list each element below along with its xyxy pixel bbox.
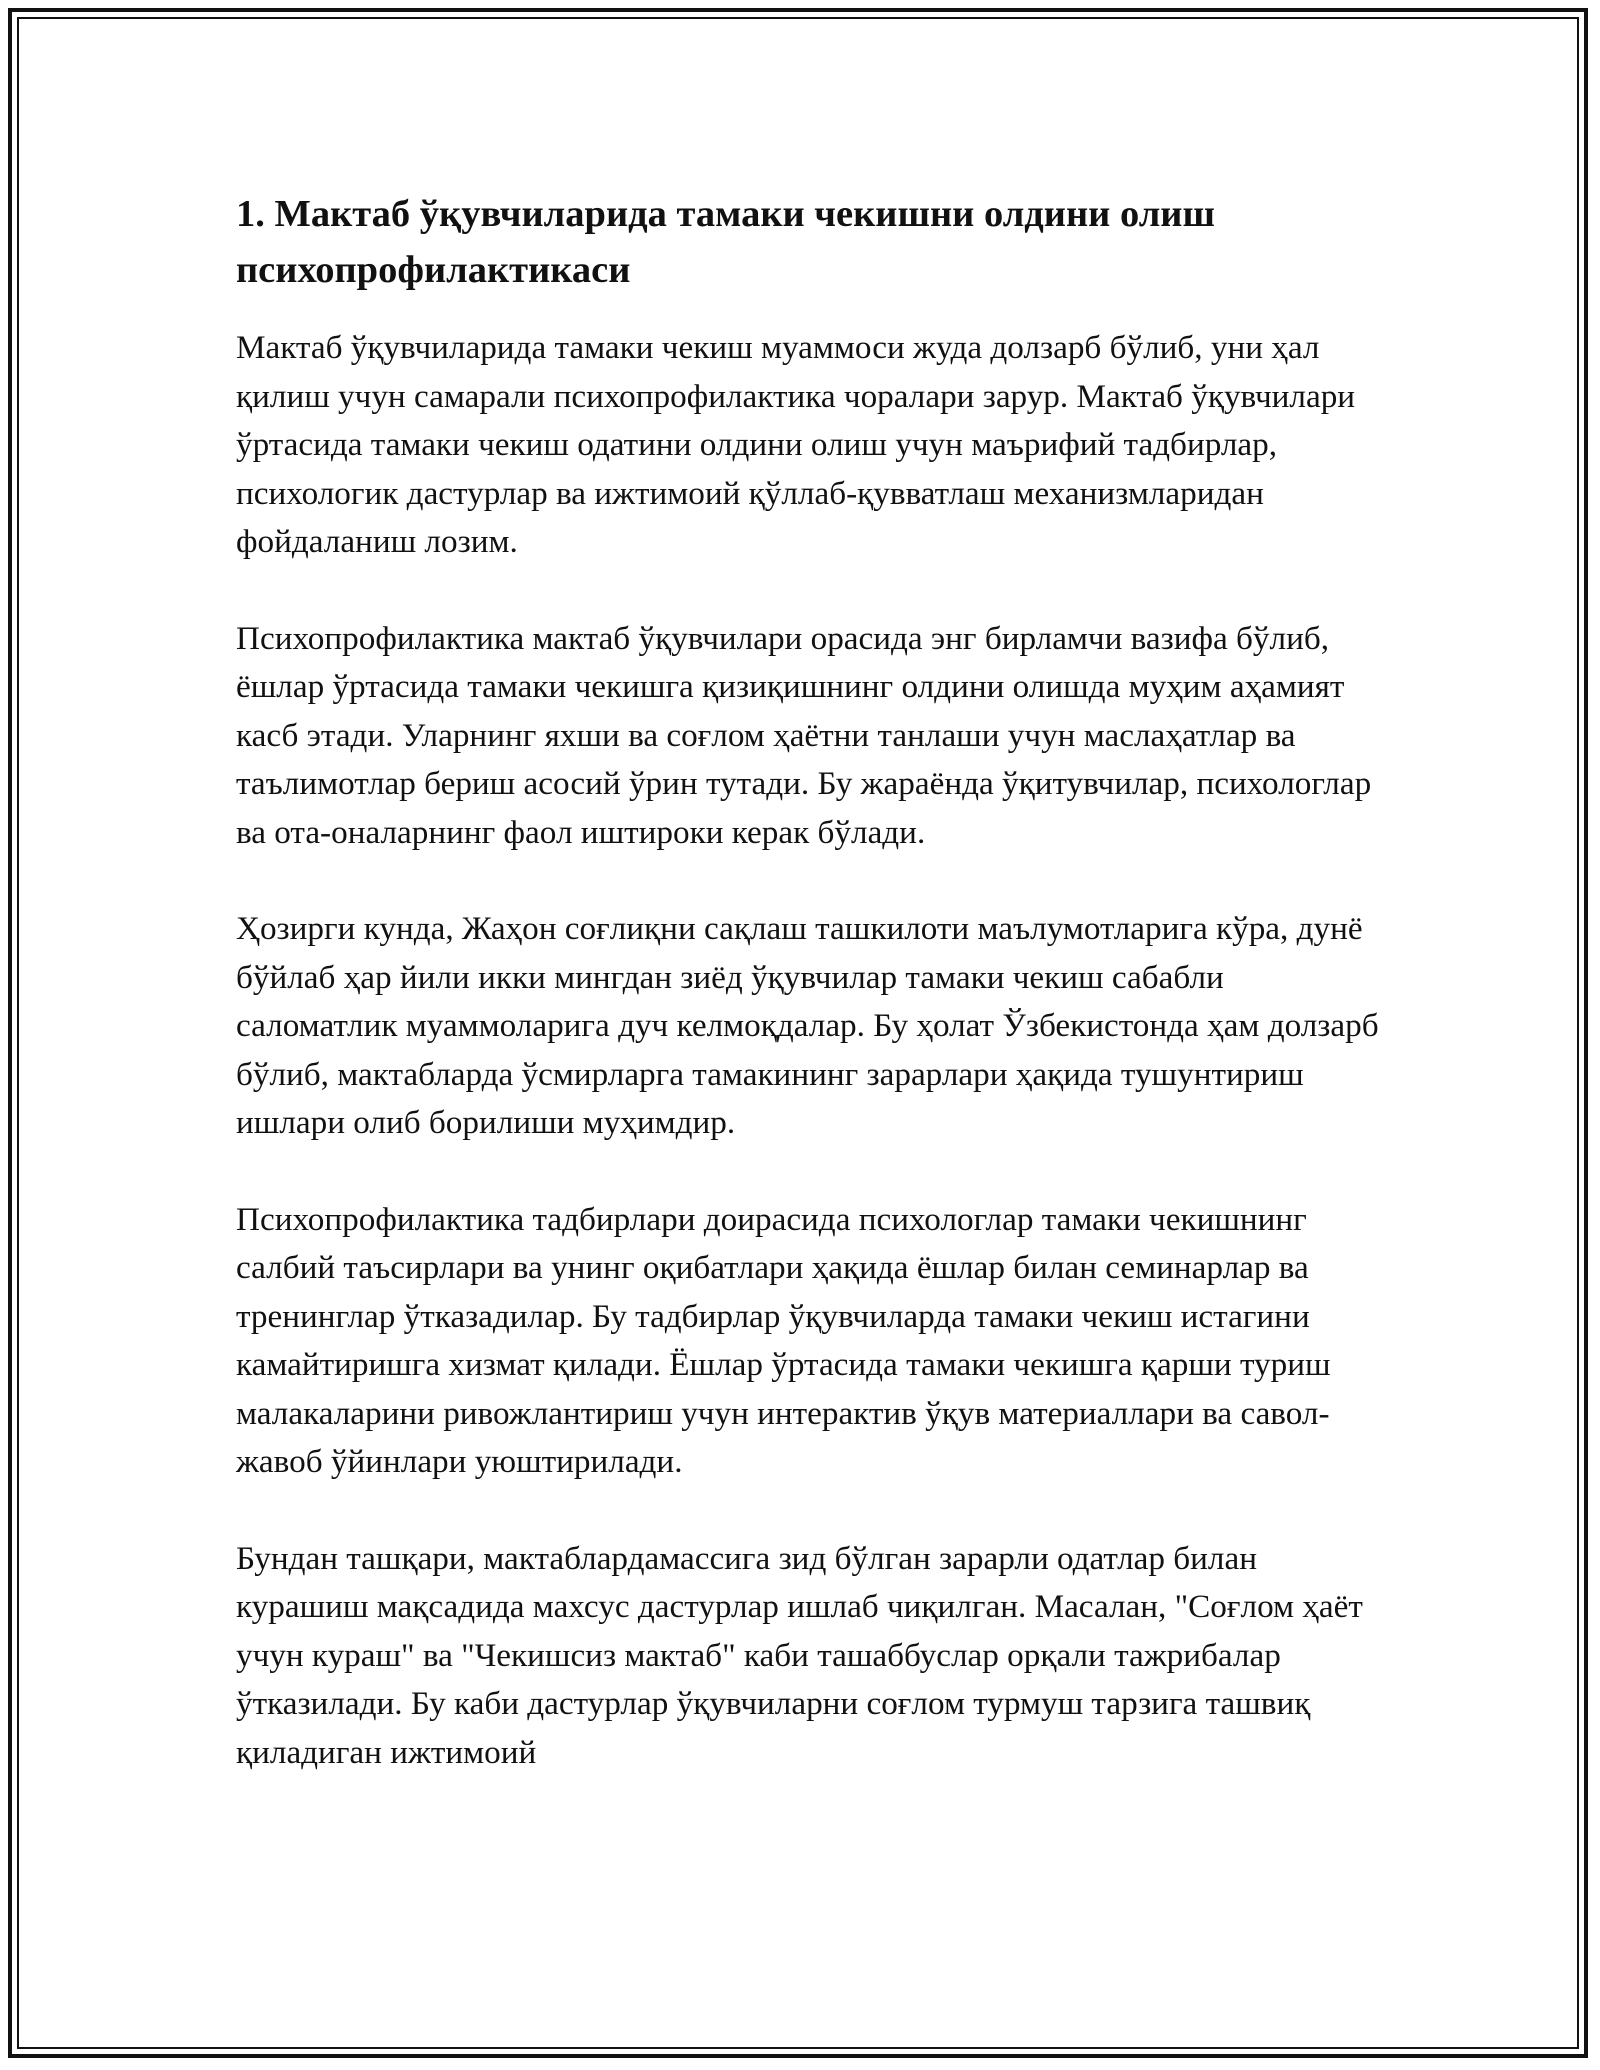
paragraph-3: Ҳозирги кунда, Жаҳон соғлиқни сақлаш ташкилоти маълумотларига кўра, дунё бўйлаб ҳар йили икки мингдан зиёд ўқувчилар тамаки чекиш сабабли саломатлик муаммоларига дуч келмоқдалар. Бу ҳолат Ўзбекистонда ҳам долзарб бўлиб, мактабларда ўсмирларга тамакининг зарарлари ҳақида тушунтириш ишлари олиб борилиши муҳимдир. [236,910,1379,1141]
document-body [236,186,1386,1825]
paragraph-4: Психопрофилактика тадбирлари доирасида психологлар тамаки чекишнинг салбий таъсирлари ва унинг оқибатлари ҳақида ёшлар билан семинарлар ва тренинглар ўтказадилар. Бу тадбирлар ўқувчиларда тамаки чекиш истагини камайтиришга хизмат қилади. Ёшлар ўртасида тамаки чекишга қарши туриш малакаларини ривожлантириш учун интерактив ўқув материаллари ва савол-жавоб ўйинлари уюштирилади. [236,1200,1331,1480]
paragraph-5: Бундан ташқари, мактаблардамассига зид бўлган зарарли одатлар билан курашиш мақсадида махсус дастурлар ишлаб чиқилган. Масалан, "Соғлом ҳаёт учун кураш" ва "Чекишсиз мактаб" каби ташаббуслар орқали тажрибалар ўтказилади. Бу каби дастурлар ўқувчиларни соғлом турмуш тарзига ташвиқ қиладиган ижтимоий [236,1539,1363,1771]
paragraph-1: Мактаб ўқувчиларида тамаки чекиш муаммоси жуда долзарб бўлиб, уни ҳал қилиш учун самарали психопрофилактика чоралари зарур. Мактаб ўқувчилари ўртасида тамаки чекиш одатини олдини олиш учун маърифий тадбирлар, психологик дастурлар ва ижтимоий қўллаб-қувватлаш механизмларидан фойдаланиш лозим. [236,329,1356,560]
section-heading: 1. Мактаб ўқувчиларида тамаки чекишни олдини олиш психопрофилактикаси [236,193,1215,291]
paragraph-2: Психопрофилактика мактаб ўқувчилари орасида энг бирламчи вазифа бўлиб, ёшлар ўртасида тамаки чекишга қизиқишнинг олдини олишда муҳим аҳамият касб этади. Уларнинг яхши ва соғлом ҳаётни танлаши учун маслаҳатлар ва таълимотлар бериш асосий ўрин тутади. Бу жараёнда ўқитувчилар, психологлар ва ота-оналарнинг фаол иштироки керак бўлади. [236,619,1372,851]
